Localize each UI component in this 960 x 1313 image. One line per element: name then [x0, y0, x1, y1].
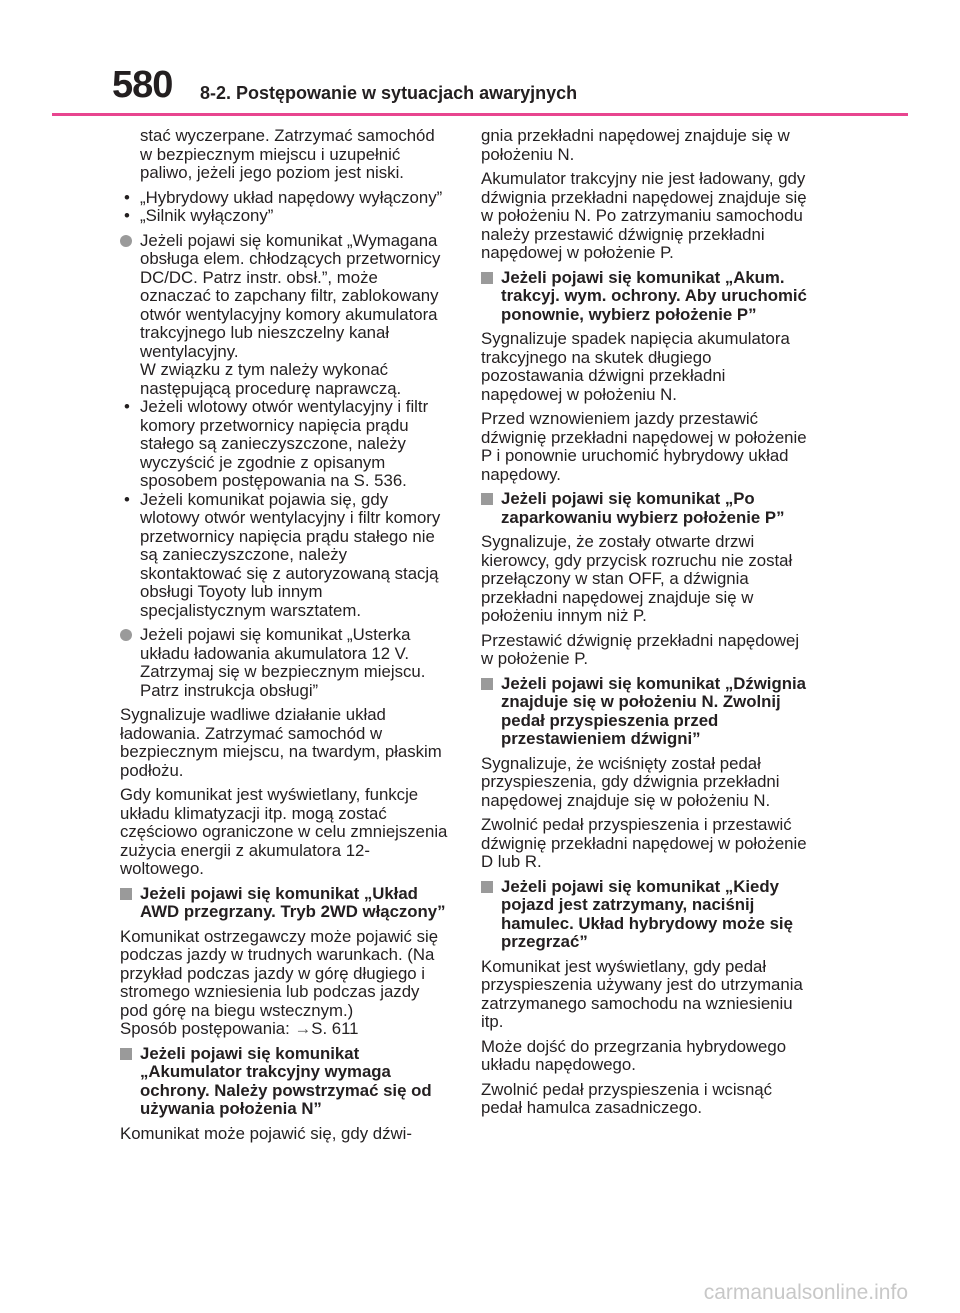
section-title: 8-2. Postępowanie w sytuacjach awaryjnych [200, 83, 578, 103]
heading-text: Jeżeli pojawi się komunikat „Dźwignia znajduje się w położeniu N. Zwolnij pedał przyspieszenia przed przestawieniem dźwigni” [501, 673, 806, 748]
section-heading [481, 269, 811, 325]
circle-bullet-icon [120, 235, 132, 247]
paragraph: Przed wznowieniem jazdy przestawić dźwignię przekładni napędowej w położenie P i ponownie uruchomić hybrydowy układ napędowy. [481, 409, 807, 484]
heading-text: Jeżeli pojawi się komunikat „Kiedy pojazd jest zatrzymany, naciśnij hamulec. Układ hybrydowy może się przegrzać” [501, 876, 793, 951]
bullet-text: Jeżeli wlotowy otwór wentylacyjny i filtr komory przetwornicy napięcia prądu stałego są zanieczyszczone, należy wyczyścić je zgodnie z opisanym sposobem postępowania na S. 536. [140, 397, 429, 490]
bullet-item [120, 207, 450, 226]
bullet-item [120, 398, 450, 491]
paragraph: Zwolnić pedał przyspieszenia i wcisnąć pedał hamulca zasadniczego. [481, 1079, 773, 1117]
arrow-icon: → [294, 1019, 312, 1038]
info-item [120, 626, 450, 700]
right-column [481, 127, 811, 1124]
square-bullet-icon [120, 888, 132, 900]
square-bullet-icon [481, 881, 493, 893]
bullet-mark: • [124, 397, 130, 416]
page-header [0, 0, 960, 118]
paragraph: Sygnalizuje wadliwe działanie układ ładowania. Zatrzymać samochód w bezpiecznym miejscu, na twardym, płaskim podłożu. [120, 705, 442, 780]
paragraph: Przestawić dźwignię przekładni napędowej w położenie P. [481, 630, 800, 668]
bullet-text: Jeżeli komunikat pojawia się, gdy wlotowy otwór wentylacyjny i filtr komory przetwornicy napięcia prądu stałego nie są zanieczyszczone, należy skontaktować się z autoryzowaną stacją obsługi Toyoty lub innym specjalistycznym warsztatem. [140, 489, 441, 620]
square-bullet-icon [120, 1048, 132, 1060]
paragraph: Sygnalizuje spadek napięcia akumulatora trakcyjnego na skutek długiego pozostawania dźwigni przekładni napędowej w położeniu N. [481, 329, 790, 404]
header-rule [52, 113, 908, 116]
continued-text: gnia przekładni napędowej znajduje się w położeniu N. [481, 126, 790, 164]
heading-text: Jeżeli pojawi się komunikat „Po zaparkowaniu wybierz położenie P” [501, 489, 785, 527]
section-heading [481, 675, 811, 749]
section-heading [120, 885, 450, 922]
section-heading [120, 1045, 450, 1119]
paragraph: Akumulator trakcyjny nie jest ładowany, gdy dźwignia przekładni napędowej znajduje się w położeniu N. Po zatrzymaniu samochodu należy przestawić dźwignię przekładni napędowej w położenie P. [481, 169, 807, 262]
bullet-text: „Silnik wyłączony” [140, 206, 274, 225]
page-reference-link[interactable]: S. 611 [311, 1019, 359, 1038]
heading-text: Jeżeli pojawi się komunikat „Układ AWD przegrzany. Tryb 2WD włączony” [140, 883, 446, 921]
bullet-mark: • [124, 206, 130, 225]
square-bullet-icon [481, 678, 493, 690]
bullet-item [120, 491, 450, 621]
bullet-text: „Hybrydowy układ napędowy wyłączony” [140, 187, 443, 207]
bullet-mark: • [124, 187, 130, 207]
page-number: 580 [112, 64, 173, 106]
paragraph: Sygnalizuje, że zostały otwarte drzwi kierowcy, gdy przycisk rozruchu nie został przełączony w stan OFF, a dźwignia przekładni napędowej znajduje się w położeniu innym niż P. [481, 532, 793, 625]
watermark: carmanualsonline.info [703, 1281, 908, 1304]
section-heading [481, 490, 811, 527]
info-item [120, 232, 450, 399]
square-bullet-icon [481, 272, 493, 284]
continued-text: stać wyczerpane. Zatrzymać samochód w bezpiecznym miejscu i uzupełnić paliwo, jeżeli jego poziom jest niski. [140, 126, 435, 182]
reference-label: Sposób postępowania: [120, 1019, 295, 1038]
paragraph: Sygnalizuje, że wciśnięty został pedał przyspieszenia, gdy dźwignia przekładni napędowej znajduje się w położeniu N. [481, 753, 780, 810]
bullet-item [120, 189, 450, 208]
heading-text: Jeżeli pojawi się komunikat „Akumulator trakcyjny wymaga ochrony. Należy powstrzymać się od używania położenia N” [140, 1043, 432, 1118]
info-text: W związku z tym należy wykonać następującą procedurę naprawczą. [140, 360, 402, 398]
paragraph: Komunikat jest wyświetlany, gdy pedał przyspieszenia używany jest do utrzymania zatrzymanego samochodu na wzniesieniu itp. [481, 956, 803, 1031]
paragraph [120, 928, 450, 1039]
paragraph: Komunikat może pojawić się, gdy dźwi- [120, 1123, 412, 1143]
section-heading [481, 878, 811, 952]
left-column [120, 127, 450, 1149]
paragraph: Gdy komunikat jest wyświetlany, funkcje układu klimatyzacji itp. mogą zostać częściowo ograniczone w celu zmniejszenia zużycia energii z akumulatora 12-woltowego. [120, 785, 448, 878]
circle-bullet-icon [120, 629, 132, 641]
square-bullet-icon [481, 493, 493, 505]
paragraph-text: Komunikat ostrzegawczy może pojawić się podczas jazdy w trudnych warunkach. (Na przykład podczas jazdy w górę długiego i stromego wzniesienia lub podczas jazdy pod górę na biegu wstecznym.) [120, 926, 439, 1020]
bullet-mark: • [124, 489, 130, 509]
info-text: Jeżeli pojawi się komunikat „Usterka układu ładowania akumulatora 12 V. Zatrzymaj się w bezpiecznym miejscu. Patrz instrukcja obsługi” [140, 625, 426, 700]
paragraph: Może dojść do przegrzania hybrydowego układu napędowego. [481, 1036, 787, 1074]
paragraph: Zwolnić pedał przyspieszenia i przestawić dźwignię przekładni napędowej w położenie D lub R. [481, 815, 807, 871]
heading-text: Jeżeli pojawi się komunikat „Akum. trakcyj. wym. ochrony. Aby uruchomić ponownie, wybierz położenie P” [501, 267, 807, 324]
info-text: Jeżeli pojawi się komunikat „Wymagana obsługa elem. chłodzących przetwornicy DC/DC. Patrz instr. obsł.”, może oznaczać to zapchany filtr, zablokowany otwór wentylacyjny komory akumulatora trakcyjnego lub nieszczelny kanał wentylacyjny. [140, 230, 441, 361]
